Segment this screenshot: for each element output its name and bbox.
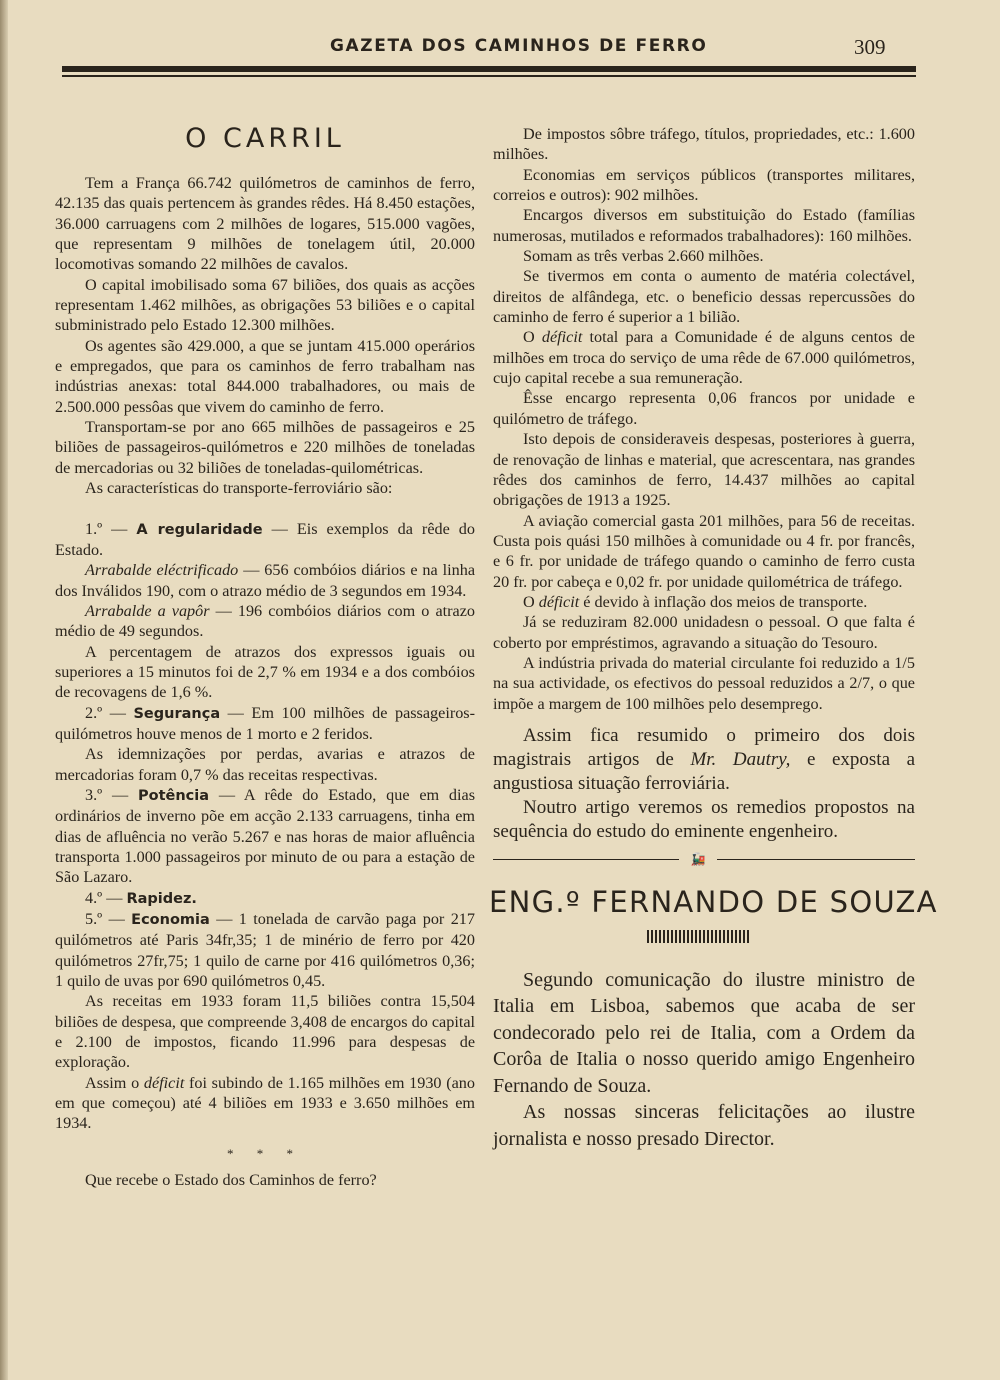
paragraph: As idemnizações por perdas, avarias e atrazos de mercadorias foram 0,7 % das receitas respectivas. bbox=[55, 745, 475, 784]
notice-paragraph: As nossas sinceras felicitações ao ilustre jornalista e nosso presado Director. bbox=[493, 1101, 915, 1150]
paragraph: A aviação comercial gasta 201 milhões, para 56 de receitas. Custa pois quási 150 milhões à comunidade ou 4 fr. por francês, e 6 fr. por unidade de tráfego quando o caminho de ferro custa 20 fr. por cabeça e 0,02 fr. por unidade quilométrica de tráfego. bbox=[493, 511, 915, 591]
question-line: Que recebe o Estado dos Caminhos de ferro? bbox=[85, 1171, 377, 1190]
paragraph: Se tivermos em conta o aumento de matéria colectável, direitos de alfândega, etc. o beneficio dessas repercussões do caminho de ferro é superior a 1 bilião. bbox=[493, 267, 915, 327]
emphasis: déficit bbox=[541, 328, 583, 347]
section-separator bbox=[493, 850, 915, 870]
paragraph bbox=[493, 327, 915, 388]
page-edge bbox=[0, 0, 8, 1380]
paragraph: Os agentes são 429.000, a que se juntam 415.000 operários e empregados, que para os caminhos de ferro trabalham nas indústrias anexas: total 844.000 trabalhadores, ou mais de 2.500.000 pessôas que vivem do caminho de ferro. bbox=[55, 336, 475, 416]
text-span: O bbox=[523, 328, 542, 347]
item-heading: Segurança bbox=[133, 705, 221, 722]
item-text: — A rêde do Estado, que em dias ordinários de inverno põe em acção 2.133 carruagens, tinha em dias de afluência no verão 5.267 e nas horas de maior afluência transporta 1.000 passageiros por minuto de ou para a estação de São Lazaro. bbox=[55, 785, 475, 887]
item-heading: A regularidade bbox=[136, 521, 263, 538]
author-name: Mr. Dautry, bbox=[690, 748, 791, 770]
train-ornament-icon: 🚂 bbox=[679, 852, 717, 866]
paragraph: Êsse encargo representa 0,06 francos por unidade e quilómetro de tráfego. bbox=[493, 389, 915, 428]
paragraph: Encargos diversos em substituição do Estado (famílias numerosas, mutilados e reformados trabalhadores): 160 milhões. bbox=[493, 206, 915, 245]
header-rule-thin bbox=[62, 75, 916, 77]
sub-item-heading: Arrabalde a vapôr bbox=[85, 601, 210, 620]
paragraph: Transportam-se por ano 665 milhões de passageiros e 25 biliões de passageiros-quilómetros e 220 milhões de toneladas de mercadorias ou 32 biliões de toneladas-quilométricas. bbox=[55, 418, 475, 477]
journal-name: GAZETA DOS CAMINHOS DE FERRO bbox=[330, 36, 708, 56]
item-seguranca bbox=[55, 703, 475, 745]
item-text: — 1 tonelada de carvão paga por 217 quilómetros até Paris 34fr,35; 1 de minério de ferro por 420 quilómetros 27fr,75; 1 quilo de carne por 416 quilómetros 0,36; 1 quilo de uvas por 690 quilómetros 0,45. bbox=[55, 910, 475, 991]
paragraph: Economias em serviços públicos (transportes militares, correios e outros): 902 milhões. bbox=[493, 165, 915, 205]
paragraph: Isto depois de consideraveis despesas, posteriores à guerra, de renovação de linhas e material, que acrescentara, nas grandes rêdes dos caminhos de ferro, 14.437 milhões ao capital obrigações de 1913 a 1925. bbox=[493, 430, 915, 510]
text-span: O bbox=[523, 592, 539, 611]
page-number: 309 bbox=[854, 35, 886, 59]
notice-title: ENG.º FERNANDO DE SOUZA bbox=[489, 884, 938, 919]
section-divider-stars: * * * bbox=[227, 1145, 303, 1161]
text-span: Assim fica resumido o primeiro dos dois magistrais artigos de bbox=[493, 724, 915, 770]
notice-body bbox=[493, 967, 915, 1153]
text-span: foi subindo de 1.165 milhões em 1930 (ano em que começou) até 4 biliões em 1933 e 3.650 milhões em 1934. bbox=[55, 1073, 475, 1133]
item-heading: Rapidez. bbox=[126, 890, 197, 907]
paragraph: Tem a França 66.742 quilómetros de caminhos de ferro, 42.135 das quais pertencem às grandes rêdes. Há 8.450 estações, 36.000 carruagens com 2 milhões de logares, 515.000 vagões, que representam 9 milhões de tonelagem útil, 20.000 locomotivas somando 22 milhões de cavalos. bbox=[55, 174, 475, 274]
sub-item-text: — 656 combóios diários e na linha dos Inválidos 190, com o atrazo médio de 3 segundos em 1934. bbox=[55, 561, 475, 600]
article-title: O CARRIL bbox=[185, 123, 345, 154]
paragraph: De impostos sôbre tráfego, títulos, propriedades, etc.: 1.600 milhões. bbox=[493, 125, 915, 164]
ornament-bar bbox=[647, 930, 751, 943]
item-number: 5.º — bbox=[85, 910, 132, 929]
paragraph bbox=[55, 1073, 475, 1134]
paragraph bbox=[493, 592, 915, 612]
item-rapidez bbox=[55, 888, 475, 909]
sub-item-text: — 196 combóios diários com o atrazo médio de 49 segundos. bbox=[55, 601, 475, 641]
header-rule-thick bbox=[62, 66, 916, 72]
emphasis: déficit bbox=[538, 592, 580, 611]
text-span: Assim o bbox=[85, 1073, 144, 1092]
paragraph: Somam as três verbas 2.660 milhões. bbox=[523, 247, 764, 266]
emphasis: déficit bbox=[143, 1073, 185, 1092]
spacer bbox=[55, 499, 475, 519]
item-heading: Potência bbox=[137, 787, 210, 804]
right-column bbox=[489, 124, 938, 1152]
article-summary bbox=[493, 724, 915, 844]
item-text: — Eis exemplos da rêde do Estado. bbox=[55, 519, 475, 559]
item-number: 1.º — bbox=[85, 519, 137, 538]
paragraph: A percentagem de atrazos dos expressos iguais ou superiores a 15 minutos foi de 2,7 % em 1934 e a dos combóios de recovagens de 1,6 %. bbox=[55, 642, 475, 702]
text-span: e exposta a angustiosa situação ferroviária. bbox=[493, 748, 915, 794]
paragraph: As receitas em 1933 foram 11,5 biliões contra 15,504 biliões de despesa, que compreende 3,408 de encargos do capital e 2.100 de impostos, ficando 11.996 para despesas de exploração. bbox=[55, 992, 475, 1072]
item-potencia bbox=[55, 785, 475, 888]
item-economia bbox=[55, 909, 475, 991]
paragraph: A indústria privada do material circulante foi reduzido a 1/5 na sua actividade, os efectivos do pessoal reduzidos a 2/7, o que impõe a margem de 100 milhões pelo desemprego. bbox=[493, 653, 915, 713]
sub-item-vapor bbox=[55, 601, 475, 642]
item-text: — Em 100 milhões de passageiros-quilómetros houve menos de 1 morto e 2 feridos. bbox=[55, 703, 475, 743]
left-column bbox=[55, 122, 475, 1191]
text-span: é devido à inflação dos meios de transporte. bbox=[579, 592, 868, 611]
paragraph: Já se reduziram 82.000 unidadesn o pessoal. O que falta é coberto por empréstimos, agravando a situação do Tesouro. bbox=[493, 613, 915, 652]
item-heading: Economia bbox=[131, 912, 210, 929]
paragraph: O capital imobilisado soma 67 biliões, dos quais as acções representam 1.462 milhões, as obrigações 53 biliões e o capital subministrado pelo Estado 12.300 milhões. bbox=[55, 275, 475, 335]
sub-item-electrificado bbox=[55, 560, 475, 601]
summary-paragraph: Noutro artigo veremos os remedios propostos na sequência do estudo do eminente engenheiro. bbox=[493, 796, 915, 842]
paragraph: As características do transporte-ferroviário são: bbox=[85, 479, 393, 498]
notice-paragraph: Segundo comunicação do ilustre ministro de Italia em Lisboa, sabemos que acaba de ser condecorado pelo rei de Italia, com a Ordem da Corôa de Italia o nosso querido amigo Engenheiro Fernando de Souza. bbox=[493, 968, 915, 1097]
item-number: 3.º — bbox=[85, 785, 138, 804]
summary-paragraph bbox=[493, 724, 915, 796]
item-number: 2.º — bbox=[85, 703, 134, 722]
item-number: 4.º — bbox=[85, 888, 127, 907]
sub-item-heading: Arrabalde eléctrificado bbox=[85, 561, 239, 580]
item-regularidade bbox=[55, 519, 475, 561]
text-span: total para a Comunidade é de alguns centos de milhões em troca do serviço de uma rêde de 67.000 quilómetros, cujo capital recebe a sua remuneração. bbox=[493, 328, 915, 388]
